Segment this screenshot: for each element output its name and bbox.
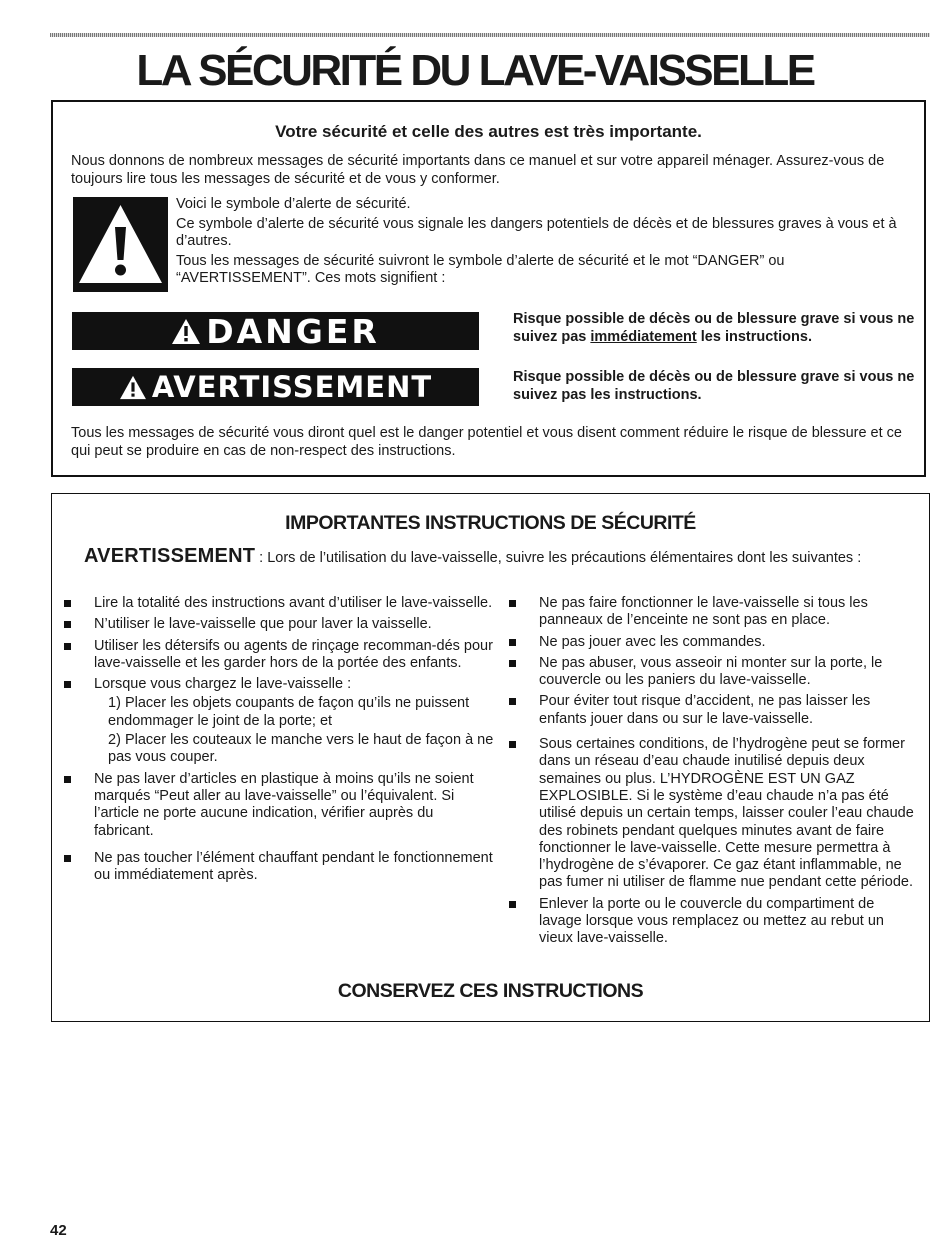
symbol-line: Ce symbole d’alerte de sécurité vous signale les dangers potentiels de décès et de blessures graves à vous et à d’autres. [176,215,897,249]
symbol-line: Voici le symbole d’alerte de sécurité. [176,196,411,212]
safety-intro: Nous donnons de nombreux messages de sécurité importants dans ce manuel et sur votre appareil ménager. Assurez-vous de toujours lire tous les messages de sécurité et de vous y conformer. [71,153,885,187]
list-item: Sous certaines conditions, de l’hydrogène peut se former dans un réseau d’eau chaude inutilisé depuis deux semaines ou plus. L’HYDROGÈNE EST UN GAZ EXPLOSIBLE. Si le système d’eau chaude n’a pas été utilisé depuis un certain temps, laisser couler l’eau chaude des robinets pendant quelques minutes avant de faire fonctionner le lave-vaisselle. Cette mesure permettra à l’hydrogène de s’évaporer. Ce gaz étant inflammable, ne pas fumer ni utiliser de flamme nue pendant cette période. [509,736,919,892]
alert-triangle-icon [171,318,201,345]
bullet-icon [509,660,516,667]
page-number: 42 [50,1222,67,1239]
bullet-icon [509,901,516,908]
danger-label [72,312,479,350]
alert-triangle-icon [119,375,147,400]
instructions-heading: IMPORTANTES INSTRUCTIONS DE SÉCURITÉ [285,512,696,534]
danger-word: DANGER [206,311,380,351]
emphasis-word: immédiatement [590,329,697,345]
instructions-warning: AVERTISSEMENT : Lors de l’utilisation du lave-vaisselle, suivre les précautions élémentaires dont les suivantes : [84,545,862,567]
bullet-icon [64,776,71,783]
safety-outro: Tous les messages de sécurité vous diront quel est le danger potentiel et vous disent comment réduire le risque de blessure et ce qui peut se produire en cas de non-respect des instructions. [71,425,902,459]
list-item: Ne pas abuser, vous asseoir ni monter sur la porte, le couvercle ou les paniers du lave-vaisselle. [509,655,919,690]
safety-heading: Votre sécurité et celle des autres est très importante. [275,122,702,141]
bullet-icon [64,681,71,688]
warning-word: AVERTISSEMENT [84,545,256,567]
instructions-box [51,493,930,1022]
danger-description: Risque possible de décès ou de blessure grave si vous ne suivez pas immédiatement les instructions. [513,311,915,345]
list-item: Lire la totalité des instructions avant d’utiliser le lave-vaisselle. [64,595,494,612]
bullet-icon [509,600,516,607]
save-instructions-footer: CONSERVEZ CES INSTRUCTIONS [337,980,644,1002]
list-item: Lorsque vous chargez le lave-vaisselle : 1) Placer les objets coupants de façon qu’ils ne puissent endommager le joint de la porte; et 2) Placer les couteaux le manche vers le haut de façon à ne pas vous couper. [64,676,494,766]
left-column [64,595,494,888]
list-item: Pour éviter tout risque d’accident, ne pas laisser les enfants jouer dans ou sur le lave-vaisselle. [509,693,919,728]
bullet-icon [509,639,516,646]
page-title: LA SÉCURITÉ DU LAVE-VAISSELLE [136,46,814,95]
list-item: Ne pas toucher l’élément chauffant pendant le fonctionnement ou immédiatement après. [64,850,494,885]
sub-list-item: 2) Placer les couteaux le manche vers le haut de façon à ne pas vous couper. [108,732,494,766]
right-column [509,595,919,952]
bullet-icon [64,621,71,628]
top-rule [50,33,930,37]
safety-message-box [51,100,926,477]
list-item: Utiliser les détersifs ou agents de rinçage recomman-dés pour lave-vaisselle et les garder hors de la portée des enfants. [64,638,494,673]
list-item: Ne pas jouer avec les commandes. [509,634,919,651]
warning-triangle-icon [73,197,168,292]
bullet-icon [64,600,71,607]
list-item: Ne pas faire fonctionner le lave-vaisselle si tous les panneaux de l’enceinte ne sont pas en place. [509,595,919,630]
bullet-icon [64,855,71,862]
sub-list-item: 1) Placer les objets coupants de façon qu’ils ne puissent endommager le joint de la porte; et [108,695,470,729]
symbol-explanation [176,196,916,290]
bullet-icon [509,741,516,748]
bullet-icon [64,643,71,650]
list-item: Enlever la porte ou le couvercle du compartiment de lavage lorsque vous remplacez ou mettez au rebut un vieux lave-vaisselle. [509,896,919,948]
bullet-icon [509,698,516,705]
warning-word: AVERTISSEMENT [151,370,433,404]
warning-label [72,368,479,406]
list-item: Ne pas laver d’articles en plastique à moins qu’ils ne soient marqués “Peut aller au lave-vaisselle” ou l’équivalent. Si l’article ne porte aucune indication, vérifier auprès du fabricant. [64,771,494,840]
symbol-line: Tous les messages de sécurité suivront le symbole d’alerte de sécurité et le mot “DANGER” ou “AVERTISSEMENT”. Ces mots signifient : [176,252,785,286]
warning-description: Risque possible de décès ou de blessure grave si vous ne suivez pas les instructions. [513,369,915,403]
list-item: N’utiliser le lave-vaisselle que pour laver la vaisselle. [64,616,494,633]
